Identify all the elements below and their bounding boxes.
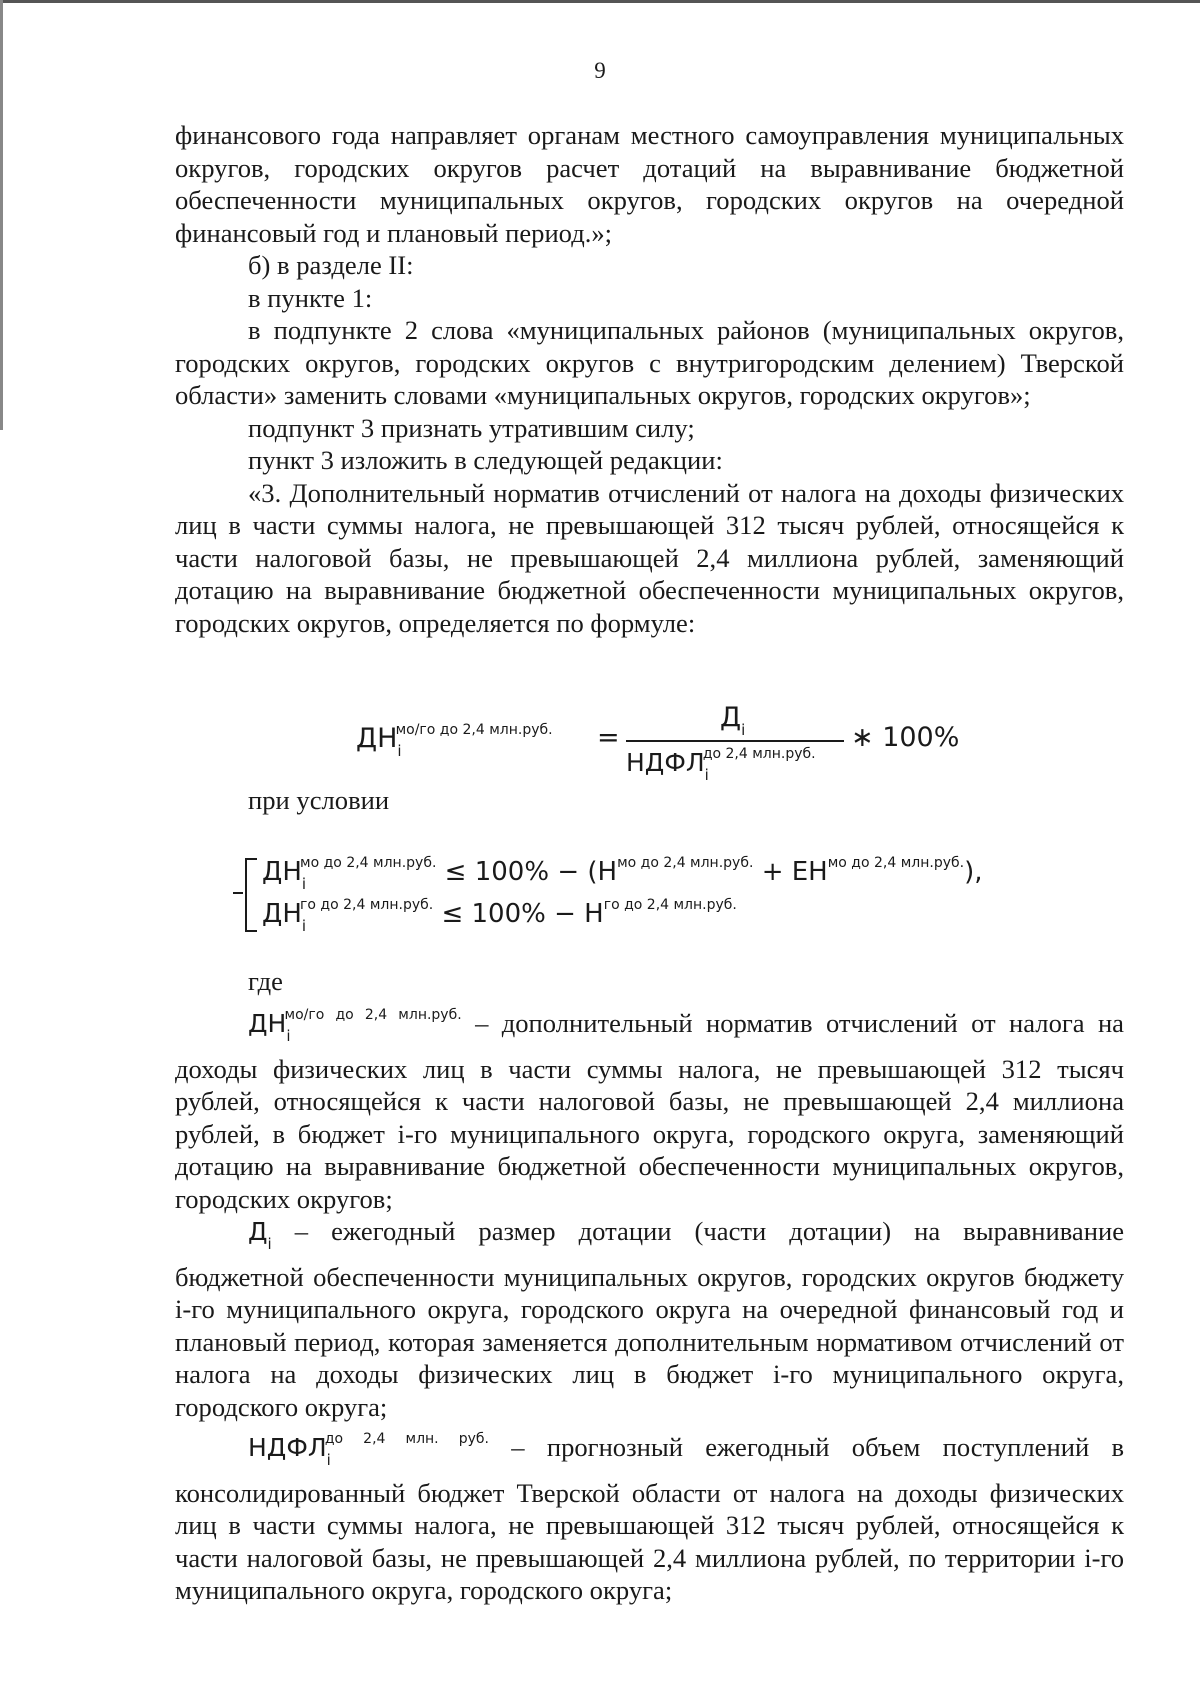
def3-term-sup: до 2,4 млн. руб. [324, 1431, 489, 1447]
condition-brace [245, 858, 257, 932]
cond2-lhs: ДН [262, 899, 302, 929]
cond1-h-sup: мо до 2,4 млн.руб. [617, 855, 754, 871]
paragraph: в пункте 1: [248, 282, 373, 313]
paragraph: в подпункте 2 слова «муниципальных районов (муниципальных округов, городских округов, городских округов с внутригородским делением) Тверской области» заменить словами «муниципальных округов, городских округов»; [175, 315, 1124, 410]
cond2-relation: ≤ 100% − Н [441, 899, 604, 929]
definition-2 [175, 1215, 1124, 1423]
def2-term-symbol: Д [248, 1217, 268, 1246]
definitions-block [175, 999, 1124, 1607]
definition-1-term [248, 1007, 462, 1045]
paragraph: финансового года направляет органам местного самоуправления муниципальных округов, городских округов расчет дотаций на выравнивание бюджетной обеспеченности муниципальных округов, городских округов на очередной финансовый год и плановый период.»; [175, 120, 1124, 248]
definition-3 [175, 1423, 1124, 1607]
def3-term-sub: i [326, 1451, 331, 1469]
formula-multiplier: ∗ 100% [851, 722, 960, 753]
formula-den-sup: до 2,4 млн.руб. [702, 746, 816, 762]
cond1-lhs: ДН [262, 857, 302, 887]
paragraph: «3. Дополнительный норматив отчислений от налога на доходы физических лиц в части суммы налога, не превышающей 312 тысяч рублей, относящейся к части налоговой базы, не превышающей 2,4 миллиона рублей, заменяющий дотацию на выравнивание бюджетной обеспеченности муниципальных округов, городских округов, определяется по формуле: [175, 477, 1124, 638]
paragraph: пункт 3 изложить в следующей редакции: [248, 445, 723, 475]
formula-lhs [356, 722, 553, 760]
formula-lhs-symbol: ДН [356, 723, 398, 754]
cond1-lhs-sub: i [301, 875, 307, 893]
scan-edge-top [0, 0, 1200, 3]
def2-term-sub: i [267, 1235, 272, 1253]
formula-lhs-sub: i [397, 742, 402, 760]
condition-brace-tip [233, 892, 243, 894]
def2-text: – ежегодный размер дотации (части дотации) на выравнивание бюджетной обеспеченности муниципальных округов, городских округов бюджету i-го муниципального округа, городского округа на очередной финансовый год и плановый период, которая заменяется дополнительным нормативом отчислений от налога на доходы физических лиц в бюджет i-го муниципального округа, городского округа; [175, 1216, 1124, 1422]
cond1-lhs-sup: мо до 2,4 млн.руб. [300, 855, 437, 871]
cond1-relation: ≤ 100% − (Н [444, 857, 618, 887]
definition-3-term [248, 1431, 489, 1469]
def1-text: – дополнительный норматив отчислений от налога на доходы физических лиц в части суммы налога, не превышающей 312 тысяч рублей, относящейся к части налоговой базы, не превышающей 2,4 миллиона рублей, в бюджет i-го муниципального округа, городского округа, заменяющий дотацию на выравнивание бюджетной обеспеченности муниципальных округов, городских округов; [175, 1008, 1124, 1214]
definition-1 [175, 999, 1124, 1215]
formula-equals: = [597, 722, 620, 753]
condition-line-1 [262, 855, 983, 893]
formula-num-symbol: Д [720, 702, 742, 733]
cond2-h-sup: го до 2,4 млн.руб. [603, 897, 737, 913]
def1-term-sub: i [286, 1027, 291, 1045]
formula-denominator [626, 746, 816, 784]
cond1-eh-sup: мо до 2,4 млн.руб. [827, 855, 965, 871]
definition-2-term [248, 1217, 272, 1253]
def3-text: – прогнозный ежегодный объем поступлений в консолидированный бюджет Тверской области от налога на доходы физических лиц в части суммы налога, не превышающей 312 тысяч рублей, относящейся к части налоговой базы, не превышающей 2,4 миллиона рублей, по территории i-го муниципального округа, городского округа; [175, 1432, 1125, 1605]
def1-term-symbol: ДН [248, 1009, 287, 1038]
paragraph: б) в разделе II: [248, 250, 414, 280]
formula-num-sub: i [741, 721, 746, 739]
formula-numerator [720, 702, 745, 739]
condition-line-2 [262, 897, 737, 935]
formula-den-symbol: НДФЛ [626, 748, 705, 777]
page-number: 9 [594, 58, 606, 83]
cond1-tail: ), [964, 857, 983, 887]
condition-label: при условии [248, 785, 390, 815]
formula-lhs-sup: мо/го до 2,4 млн.руб. [395, 722, 553, 738]
text-block-top [175, 119, 1124, 639]
cond2-lhs-sub: i [301, 917, 307, 935]
where-label: где [248, 966, 283, 996]
cond1-plus: + ЕН [761, 857, 828, 887]
formula-den-sub: i [704, 766, 709, 784]
cond2-lhs-sup: го до 2,4 млн.руб. [300, 897, 434, 913]
def1-term-sup: мо/го до 2,4 млн.руб. [284, 1007, 462, 1023]
paragraph: подпункт 3 признать утратившим силу; [248, 412, 695, 443]
fraction-bar [626, 740, 844, 742]
def3-term-symbol: НДФЛ [248, 1433, 327, 1462]
